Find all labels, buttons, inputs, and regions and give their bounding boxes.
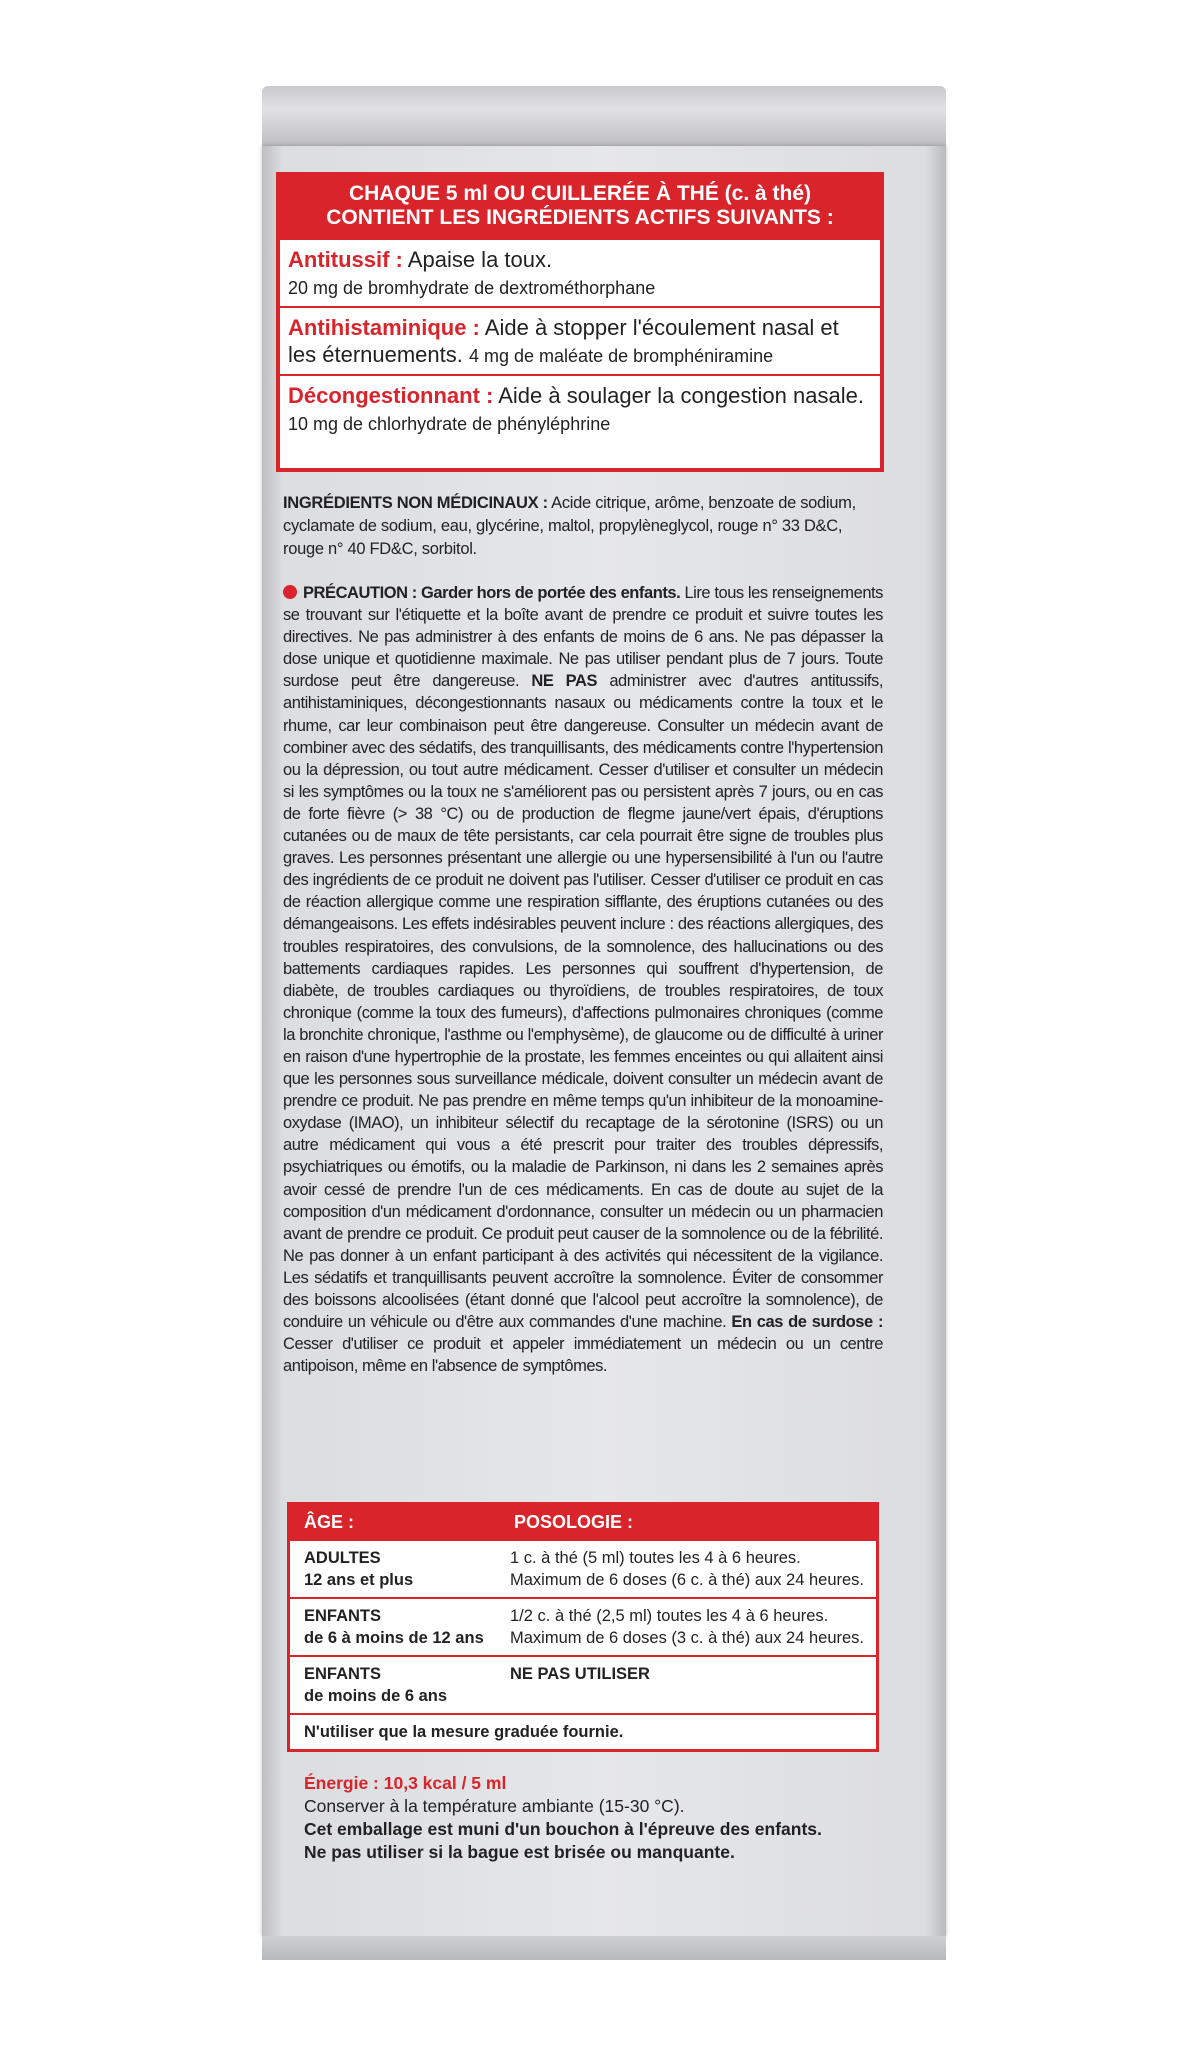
storage-line: Conserver à la température ambiante (15-30 °C). — [304, 1796, 685, 1816]
precaution-bold-3: En cas de surdose : — [731, 1313, 883, 1332]
dosage-table — [287, 1502, 879, 1752]
child-cap-line: Cet emballage est muni d'un bouchon à l'épreuve des enfants. — [304, 1819, 822, 1839]
dose-line-1: NE PAS UTILISER — [510, 1665, 650, 1683]
non-medicinal-ingredients — [283, 492, 883, 561]
box-bottom-edge — [262, 1936, 946, 1960]
age-cell — [290, 1547, 510, 1591]
active-label: Antitussif : — [288, 247, 403, 272]
dose-cell — [510, 1547, 876, 1591]
age-line-2: de moins de 6 ans — [304, 1687, 448, 1705]
precaution-text-3: Cesser d'utiliser ce produit et appeler immédiatement un médecin ou un centre antipoison, même en l'absence de symptômes. — [283, 1335, 883, 1376]
active-amount: 20 mg de bromhydrate de dextrométhorphane — [288, 278, 656, 298]
dosage-footer: N'utiliser que la mesure graduée fournie. — [290, 1713, 876, 1749]
bottom-info — [304, 1772, 884, 1864]
active-label: Antihistaminique : — [288, 315, 480, 340]
active-ingredients-box — [276, 172, 884, 472]
precaution-text-2: administrer avec d'autres antitussifs, antihistaminiques, décongestionnants nasaux ou médicaments contre la toux et le rhume, car leur combinaison peut être dangereuse. Consulter un médecin avant de combiner avec des sédatifs, des tranquillisants, des médicaments contre l'hypertension ou la dépression, ou tout autre médicament. Cesser d'utiliser et consulter un médecin si les symptômes ou la toux ne s'améliorent pas ou persistent après 7 jours, ou en cas de forte fièvre (> 38 °C) ou de production de flegme jaune/vert épais, d'éruptions cutanées ou de maux de tête persistants, car cela pourrait être signe de troubles plus graves. Les personnes présentant une allergie ou une hypersensibilité à l'un ou l'autre des ingrédients de ce produit ne doivent pas l'utiliser. Cesser d'utiliser ce produit en cas de réaction allergique comme une respiration sifflante, des éruptions cutanées ou des démangeaisons. Les effets indésirables peuvent inclure : des réactions allergiques, des troubles respiratoires, des convulsions, de la somnolence, des hallucinations ou des battements cardiaques rapides. Les personnes qui souffrent d'hypertension, de diabète, de troubles cardiaques ou thyroïdiens, de troubles respiratoires, de toux chronique (comme la toux des fumeurs), d'affections pulmonaires chroniques (comme la bronchite chronique, l'asthme ou l'emphysème), de glaucome ou de difficulté à uriner en raison d'une hypertrophie de la prostate, les femmes enceintes ou qui allaitent ainsi que les personnes sous surveillance médicale, doivent consulter un médecin avant de prendre ce produit. Ne pas prendre en même temps qu'un inhibiteur de la monoamine-oxydase (IMAO), un inhibiteur sélectif du recaptage de la sérotonine (ISRS) ou un autre médicament qui vous a été prescrit pour traiter des troubles dépressifs, psychiatriques ou émotifs, ou la maladie de Parkinson, ni dans les 2 semaines après avoir cessé de prendre l'un de ces médicaments. En cas de doute au sujet de la composition d'un médicament d'ordonnance, consulter un médecin ou un pharmacien avant de prendre ce produit. Ce produit peut causer de la somnolence ou de la fébrilité. Ne pas donner à un enfant participant à des activités qui nécessitent de la vigilance. Les sédatifs et tranquillisants peuvent accroître la somnolence. Éviter de consommer des boissons alcoolisées (étant donné que l'alcool peut accroître la somnolence), de conduire un véhicule ou d'être aux commandes d'une machine. — [283, 672, 883, 1332]
active-antihistamine — [280, 306, 880, 374]
box-top-flap — [262, 86, 946, 146]
precaution-text-1: Lire tous les renseignements se trouvant sur l'étiquette et la boîte avant de prendre ce produit et suivre toutes les directives. Ne pas administrer à des enfants de moins de 6 ans. Ne pas dépasser la dose unique et quotidienne maximale. Ne pas utiliser pendant plus de 7 jours. Toute surdose peut être dangereuse. — [283, 584, 883, 691]
precaution-bold-1: Garder hors de portée des enfants. — [421, 584, 681, 602]
age-cell — [290, 1605, 510, 1649]
active-label: Décongestionnant : — [288, 383, 494, 408]
age-cell — [290, 1663, 510, 1707]
dosage-row-children-6-12 — [290, 1597, 876, 1655]
age-line-1: ENFANTS — [304, 1607, 382, 1625]
header-line-2: CONTIENT LES INGRÉDIENTS ACTIFS SUIVANTS : — [326, 206, 834, 229]
age-line-2: de 6 à moins de 12 ans — [304, 1629, 484, 1647]
precaution-text — [283, 582, 883, 1377]
dosage-header — [290, 1505, 876, 1539]
age-line-1: ADULTES — [304, 1549, 381, 1567]
precaution-label: PRÉCAUTION : — [303, 584, 417, 602]
dosage-row-adults — [290, 1539, 876, 1597]
energy-line: Énergie : 10,3 kcal / 5 ml — [304, 1773, 507, 1793]
active-amount: 4 mg de maléate de bromphéniramine — [469, 346, 774, 366]
active-desc: Apaise la toux. — [407, 247, 553, 272]
dose-line-1: 1/2 c. à thé (2,5 ml) toutes les 4 à 6 heures. — [510, 1607, 829, 1625]
age-line-1: ENFANTS — [304, 1665, 382, 1683]
active-desc: Aide à soulager la congestion nasale. — [498, 383, 864, 408]
dose-line-1: 1 c. à thé (5 ml) toutes les 4 à 6 heures. — [510, 1549, 801, 1567]
age-line-2: 12 ans et plus — [304, 1571, 414, 1589]
dosage-row-children-under-6 — [290, 1655, 876, 1713]
seal-line: Ne pas utiliser si la bague est brisée ou manquante. — [304, 1842, 735, 1862]
dose-line-2: Maximum de 6 doses (6 c. à thé) aux 24 heures. — [510, 1571, 865, 1589]
dose-cell — [510, 1605, 876, 1649]
dose-column-header: POSOLOGIE : — [514, 1511, 634, 1532]
active-desc: Aide à stopper l'écoulement nasal et les éternuements. — [288, 315, 839, 367]
nonmed-text: Acide citrique, arôme, benzoate de sodium, cyclamate de sodium, eau, glycérine, maltol, propylèneglycol, rouge n° 33 D&C, rouge n° 40 FD&C, sorbitol. — [283, 494, 856, 558]
precaution-bold-2: NE PAS — [531, 672, 598, 691]
nonmed-label: INGRÉDIENTS NON MÉDICINAUX : — [283, 494, 548, 512]
active-antitussive — [280, 238, 880, 306]
dose-cell — [510, 1663, 876, 1707]
dose-line-2: Maximum de 6 doses (3 c. à thé) aux 24 heures. — [510, 1629, 865, 1647]
warning-dot-icon — [283, 585, 297, 599]
active-amount: 10 mg de chlorhydrate de phényléphrine — [288, 414, 611, 434]
active-decongestant — [280, 374, 880, 442]
active-ingredients-header — [280, 176, 880, 238]
age-column-header: ÂGE : — [304, 1511, 355, 1532]
header-line-1: CHAQUE 5 ml OU CUILLERÉE À THÉ (c. à thé) — [348, 182, 812, 205]
